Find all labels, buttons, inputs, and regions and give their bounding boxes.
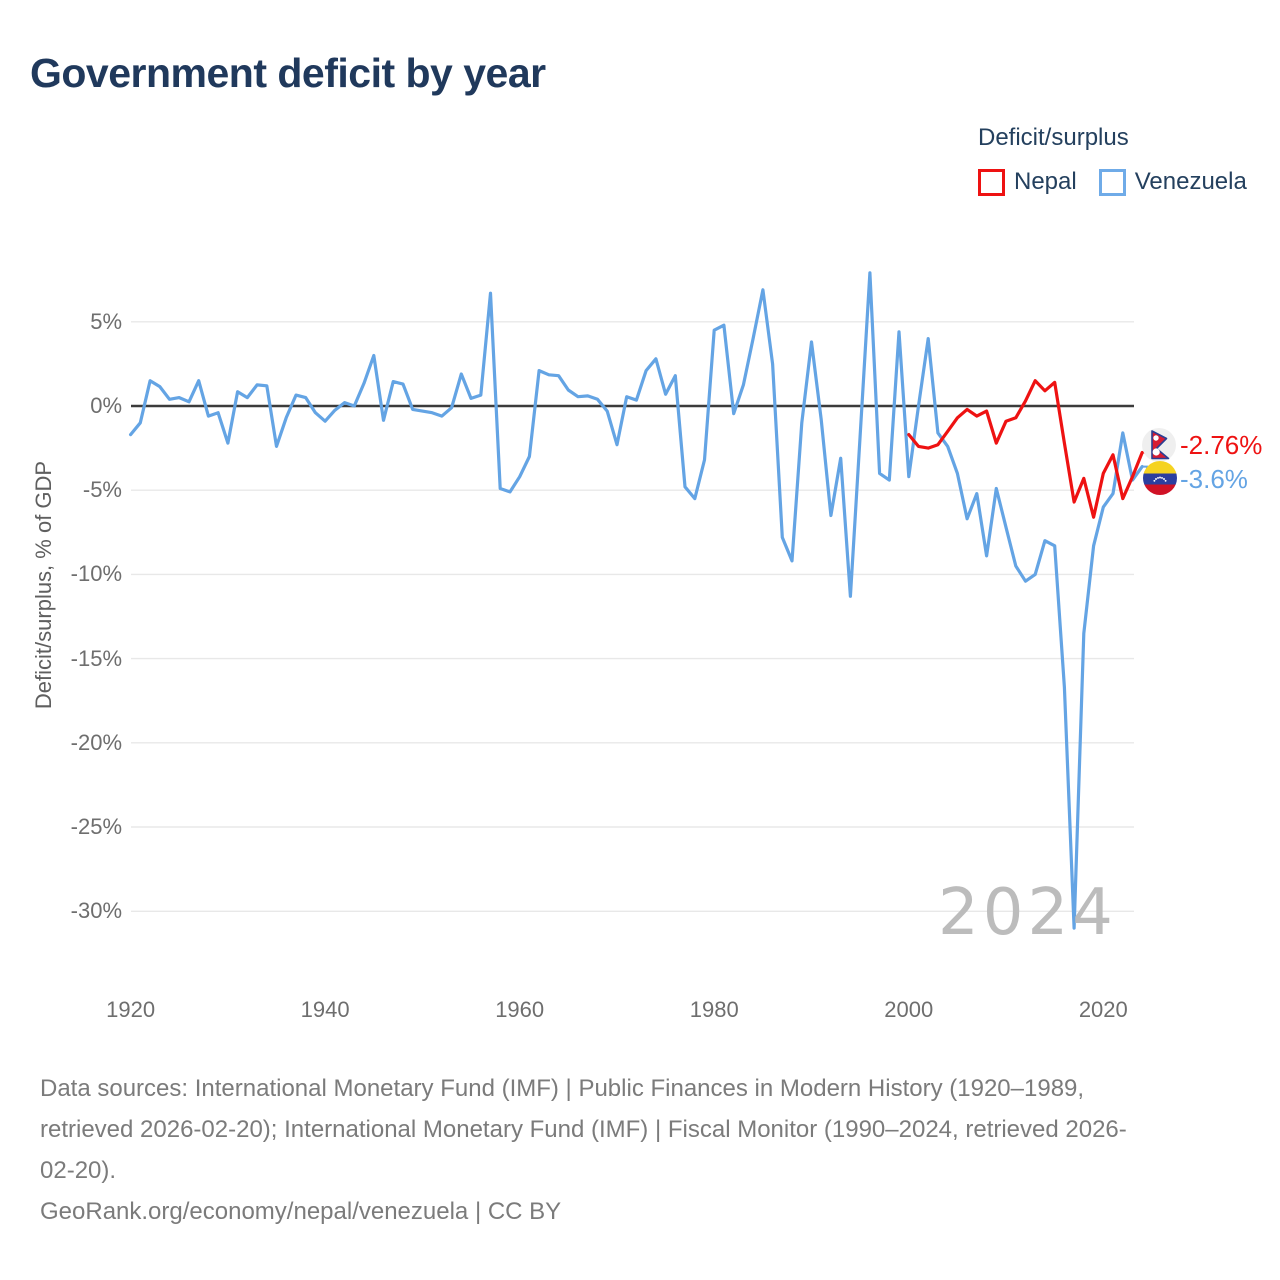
footer-line-1: Data sources: International Monetary Fund (IMF) | Public Finances in Modern History (1920–1989, <box>40 1075 1085 1102</box>
x-tick-label: 1920 <box>106 997 156 1022</box>
x-tick-label: 1980 <box>689 997 739 1022</box>
y-tick-label: 5% <box>90 308 122 334</box>
footer-line-4: GeoRank.org/economy/nepal/venezuela | CC BY <box>40 1198 562 1225</box>
y-tick-label: -20% <box>70 729 122 755</box>
footer-line-2: retrieved 2026-02-20); International Monetary Fund (IMF) | Fiscal Monitor (1990–2024, retrieved 2026- <box>40 1116 1127 1143</box>
nepal-end-value-label: -2.76% <box>1180 430 1263 460</box>
y-tick-label: -30% <box>70 898 122 924</box>
legend-title: Deficit/surplus <box>978 124 1129 151</box>
page-title: Government deficit by year <box>30 50 546 96</box>
legend-label-nepal: Nepal <box>1014 168 1077 195</box>
nepal-flag-icon <box>1142 428 1176 462</box>
x-tick-label: 2020 <box>1078 997 1128 1022</box>
x-tick-label: 1960 <box>495 997 545 1022</box>
y-tick-label: -10% <box>70 561 122 587</box>
x-tick-label: 1940 <box>300 997 350 1022</box>
y-axis-title: Deficit/surplus, % of GDP <box>31 460 56 710</box>
footer-line-3: 02-20). <box>40 1157 117 1184</box>
legend-label-venezuela: Venezuela <box>1134 168 1247 195</box>
y-tick-label: -15% <box>70 645 122 671</box>
attribution-footer <box>40 1068 1127 1232</box>
x-tick-label: 2000 <box>884 997 934 1022</box>
venezuela-flag-icon <box>1143 461 1177 495</box>
y-tick-label: -5% <box>82 477 122 503</box>
venezuela-end-value-label: -3.6% <box>1180 464 1248 494</box>
y-tick-label: 0% <box>90 393 122 418</box>
series-line-nepal <box>909 381 1142 518</box>
year-watermark: 2024 <box>938 876 1117 950</box>
series-line-venezuela <box>131 273 1143 928</box>
y-tick-label: -25% <box>70 814 122 840</box>
